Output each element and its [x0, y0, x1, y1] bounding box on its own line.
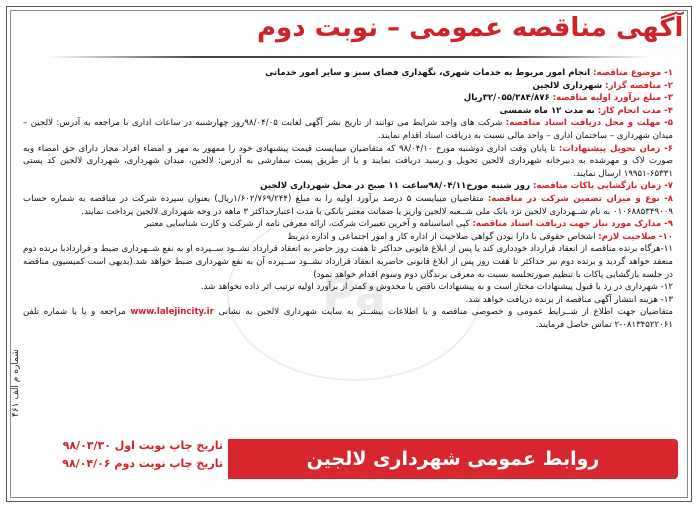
- notice-body: [23, 67, 673, 331]
- notice-footer: [13, 435, 685, 493]
- item-13: ۱۳- هزینه انتشار آگهی مناقصه از برنده دریافت خواهد شد.: [465, 294, 673, 305]
- item-7: ۷- زمان بازگشایی پاکات مناقصه: روز شنبه مورخ۹۸/۰۴/۱۱ساعت ۱۱ صبح در محل شهرداری لالجین: [260, 181, 673, 192]
- notice-frame: [6, 6, 692, 502]
- print-dates: [33, 437, 223, 473]
- info-paragraph: متقاضیان جهت اطلاع از شــرایط عمومی و خصوصی مناقصه و یا اطلاعات بیشــتر به سایت شهرداری لالجین به نشانی www.lalejincity.ir مراجعه و یا با شماره تلفن ۰۸۱۳۴۵۲۲۰۶۱-۲ تماس حاصل فرمایند.: [23, 307, 674, 330]
- item-2: ۲- مناقصه گزار: شهرداری لالجین: [532, 80, 673, 91]
- title-bar: [7, 9, 691, 59]
- item-11: ۱۱-هرگاه برنده مناقصه از انعقاد قرارداد خودداری کند یا پس از ابلاغ قانونی حداکثر تا هفت روز حاضر به انعقاد قرارداد نشــود ســپرده او به نفع شــهرداری ضبط و قراردادبا برنده دوم منعقد خواهد گردید و برنده دوم نیز حداکثر تا هفت روز پس از ابلاغ قانونی حاضربه انعقاد قرارداد نشــود ســپرده آن به نفع شهرداری ضبط خواهد شد.(بدیهی است کمیسیون مناقصه در جلسه بازگشایی پاکات با تنظیم صورتجلسه نسبت به معرفی برندگان دوم وسوم اقدام خواهد نمود): [23, 244, 673, 280]
- item-9: ۹- مدارک مورد نیاز جهت دریافت اسناد مناقصه: کپی اساسنامه و آخرین تغییرات شرکت، ارائه معرفی نامه از شرکت و کارت شناسایی معتبر: [144, 219, 673, 230]
- website-link[interactable]: www.lalejincity.ir: [130, 307, 214, 318]
- item-6: ۶- زمان تحویل پیشنهادات: تا پایان وقت اداری دوشنبه مورخ ۹۸/۰۴/۱۰ که متقاضیان میبایست قیمت پیشنهادی خود را ممهور به مهر و امضاء افراد مجاز دارای حق امضاء وبه صورت لاک و مهرشده به دبیرخانه شهرداری لالجین تحویل و رسید دریافت نمایند و یا از طریق پست سفارشی به آدرس: لالجین، میدان شهرداری، شهرداری لالجین کد پستی ۶۵۳۳۱-۱۹۹۵۱ ارسال نمایند.: [23, 143, 673, 179]
- item-1: ۱- موضوع مناقصه: انجام امور مربوط به خدمات شهری، نگهداری فضای سبز و سایر امور خدماتی: [265, 68, 673, 78]
- item-10: ۱۰- صلاحیت لازم: اشخاص حقوقی با دارا بودن گواهی صلاحیت از اداره کار و امور اجتماعی و اداره ذیربط: [287, 231, 673, 242]
- item-8: ۸- نوع و میزان تضمین شرکت در مناقصه: متقاضیان میبایست ۵ درصد برآورد اولیه را به مبلغ (۱/۶۰۲/۷۶۹/۲۴۴ریال) بعنوان سپرده شرکت در مناقصه به شماره حساب ۰۱۰۶۸۸۵۳۴۹۰۰۹ به نام شــهرداری لالجین نزد بانک ملی شــعبه لالجین واریز یا ضمانت معتبر بانکی با مدت اعتبارحداکثر ۳ ماهه در وجه شهرداری لالجین پرداخت نمایند.: [23, 193, 673, 217]
- item-12: ۱۲- شهرداری در رد یا قبول پیشنهادات مختار است و به پیشنهادات ناقص یا مخدوش و کمتر از برآورد اولیه ترتیب اثر داده نخواهد شد.: [200, 282, 673, 293]
- public-relations-banner: روابط عمومی شهرداری لالجین: [228, 439, 678, 479]
- ad-code: شماره م الف ۴۶۱: [11, 349, 21, 417]
- date-second-print: تاریخ چاپ نوبت دوم ۹۸/۰۴/۰۶: [62, 457, 223, 470]
- item-4: ۴- مدت انجام کار: به مدت ۱۲ ماه شمسی: [499, 105, 673, 116]
- item-5: ۵- مهلت و محل دریافت اسناد مناقصه: شرکت های واجد شرایط می توانند از تاریخ نشر آگهی لغایت ۹۸/۰۴/۰۵روز چهارشنبه در ساعات اداری با مراجعه به آدرس: لالجین – میدان شهرداری – ساختمان اداری – واحد مالی نسبت به دریافت اسناد اقدام نمایند.: [23, 118, 673, 141]
- date-first-print: تاریخ چاپ نوبت اول ۹۸/۰۳/۳۰: [62, 439, 223, 452]
- watermark-logo: Pa: [227, 207, 481, 381]
- notice-title: آگهی مناقصه عمومی – نوبت دوم: [257, 13, 684, 43]
- title-underline: [47, 56, 651, 58]
- item-3: ۳- مبلغ برآورد اولیه مناقصه: ۳۲/۰۵۵/۳۸۴/۸۷۶ریال: [463, 93, 673, 104]
